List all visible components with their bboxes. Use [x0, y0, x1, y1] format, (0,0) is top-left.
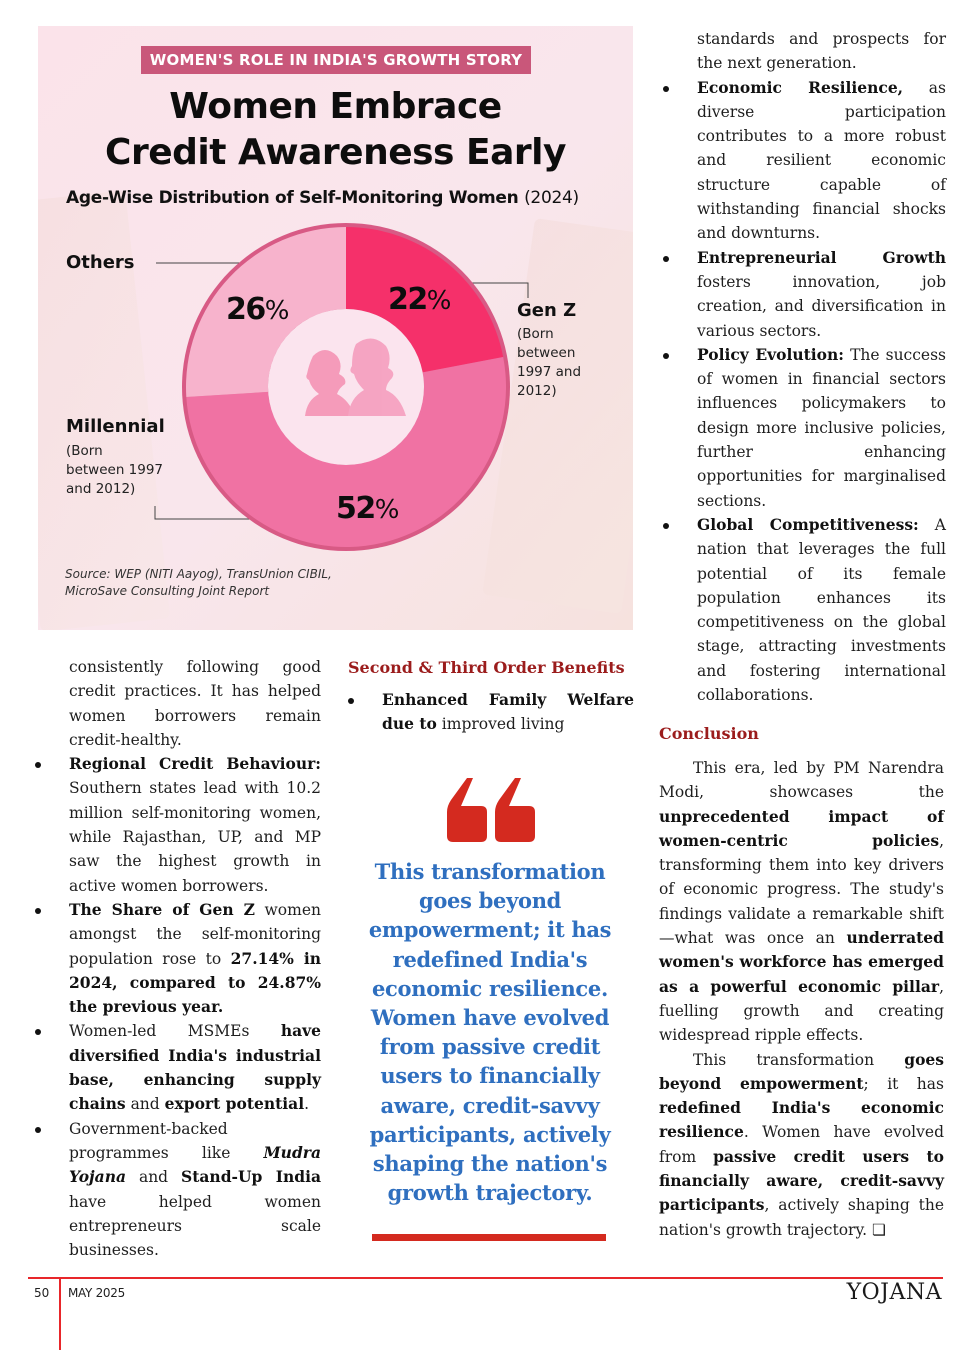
list-item: Entrepreneurial Growth fosters innovation, job creation, and diversification in various sectors.	[697, 246, 946, 343]
legend-millennial: Millennial	[66, 416, 165, 437]
middle-column	[348, 656, 634, 737]
legend-others: Others	[66, 252, 135, 273]
conclusion-paragraph-1: This era, led by PM Narendra Modi, showcases the unprecedented impact of women-centric policies, transforming them into key drivers of economic progress. The study's findings validate a remarkable shift—what was once an underrated women's workforce has emerged as a powerful economic pillar, fuelling growth and creating widespread ripple effects.	[659, 759, 944, 1045]
list-item: The Share of Gen Z women amongst the self-monitoring population rose to 27.14% in 2024, compared to 24.87% the previous year.	[69, 898, 321, 1019]
bullet-icon	[663, 523, 669, 529]
footer-vertical-divider	[59, 1278, 61, 1350]
section-heading-conclusion: Conclusion	[659, 724, 759, 743]
pull-quote: This transformation goes beyond empowerment; it has redefined India's economic resilience. Women have evolved from passive credit users to financially aware, credit-savvy participants, actively shaping the nation's growth trajectory.	[368, 859, 612, 1206]
end-mark-icon: ❏	[872, 1220, 886, 1239]
left-column	[69, 655, 321, 1262]
bullet-icon	[35, 1029, 41, 1035]
bullet-icon	[35, 762, 41, 768]
right-bullet-list	[697, 76, 946, 708]
middle-bullet-list	[348, 688, 634, 737]
magazine-brand: YOJANA	[846, 1280, 942, 1305]
chart-title-year: (2024)	[524, 188, 579, 208]
list-item: Government-backed programmes like Mudra Yojana and Stand-Up India have helped women entrepreneurs scale businesses.	[69, 1117, 321, 1263]
left-bullet-list	[69, 752, 321, 1262]
conclusion-section	[659, 722, 944, 1242]
pct-others: 26%	[226, 292, 288, 327]
footer-divider	[28, 1277, 943, 1279]
issue-date: MAY 2025	[68, 1286, 125, 1300]
bullet-icon	[35, 908, 41, 914]
right-column	[697, 27, 946, 707]
legend-gen-z-note: (Born between 1997 and 2012)	[517, 326, 582, 399]
legend-gen-z: Gen Z	[517, 300, 577, 321]
list-item: Enhanced Family Welfare due to improved living	[382, 688, 634, 737]
headline-line-1: Women Embrace	[169, 86, 502, 127]
right-continuation: standards and prospects for the next generation.	[697, 30, 946, 73]
bullet-icon	[348, 698, 354, 704]
list-item: Women-led MSMEs have diversified India's industrial base, enhancing supply chains and export potential.	[69, 1019, 321, 1116]
bullet-icon	[663, 353, 669, 359]
pct-gen-z: 22%	[388, 282, 450, 317]
legend-millennial-note: (Born between 1997 and 2012)	[66, 443, 164, 497]
chart-source: Source: WEP (NITI Aayog), TransUnion CIBIL, MicroSave Consulting Joint Report	[65, 567, 332, 598]
section-heading-benefits: Second & Third Order Benefits	[348, 658, 625, 677]
page-number: 50	[34, 1286, 50, 1300]
donut-center	[268, 309, 424, 465]
list-item: Regional Credit Behaviour: Southern states lead with 10.2 million self-monitoring women, while Rajasthan, UP, and MP saw the highest growth in active women borrowers.	[69, 752, 321, 898]
list-item: Policy Evolution: The success of women in financial sectors influences policymakers to design more inclusive policies, further enhancing opportunities for marginalised sections.	[697, 343, 946, 513]
quote-divider	[372, 1234, 606, 1241]
list-item: Economic Resilience, as diverse participation contributes to a more robust and resilient economic structure capable of withstanding financial shocks and downturns.	[697, 76, 946, 246]
conclusion-paragraph-2: This transformation goes beyond empowerment; it has redefined India's economic resilience. Women have evolved from passive credit users to financially aware, credit-savvy participants, actively shaping the nation's growth trajectory. ❏	[659, 1049, 944, 1239]
infographic	[38, 26, 633, 630]
chart-title-text: Age-Wise Distribution of Self-Monitoring Women	[66, 188, 519, 208]
bullet-icon	[663, 256, 669, 262]
quote-mark-icon	[447, 778, 537, 842]
pct-millennial: 52%	[336, 491, 398, 526]
kicker-banner: WOMEN'S ROLE IN INDIA'S GROWTH STORY	[141, 46, 531, 74]
bullet-icon	[35, 1127, 41, 1133]
donut-chart	[38, 26, 633, 630]
list-item: Global Competitiveness: A nation that leverages the full potential of its female population enhances its competitiveness on the global stage, attracting investments and fostering international collaborations.	[697, 513, 946, 707]
bullet-icon	[663, 86, 669, 92]
headline-line-2: Credit Awareness Early	[105, 132, 566, 173]
left-continuation: consistently following good credit practices. It has helped women borrowers remain credit-healthy.	[69, 658, 321, 749]
